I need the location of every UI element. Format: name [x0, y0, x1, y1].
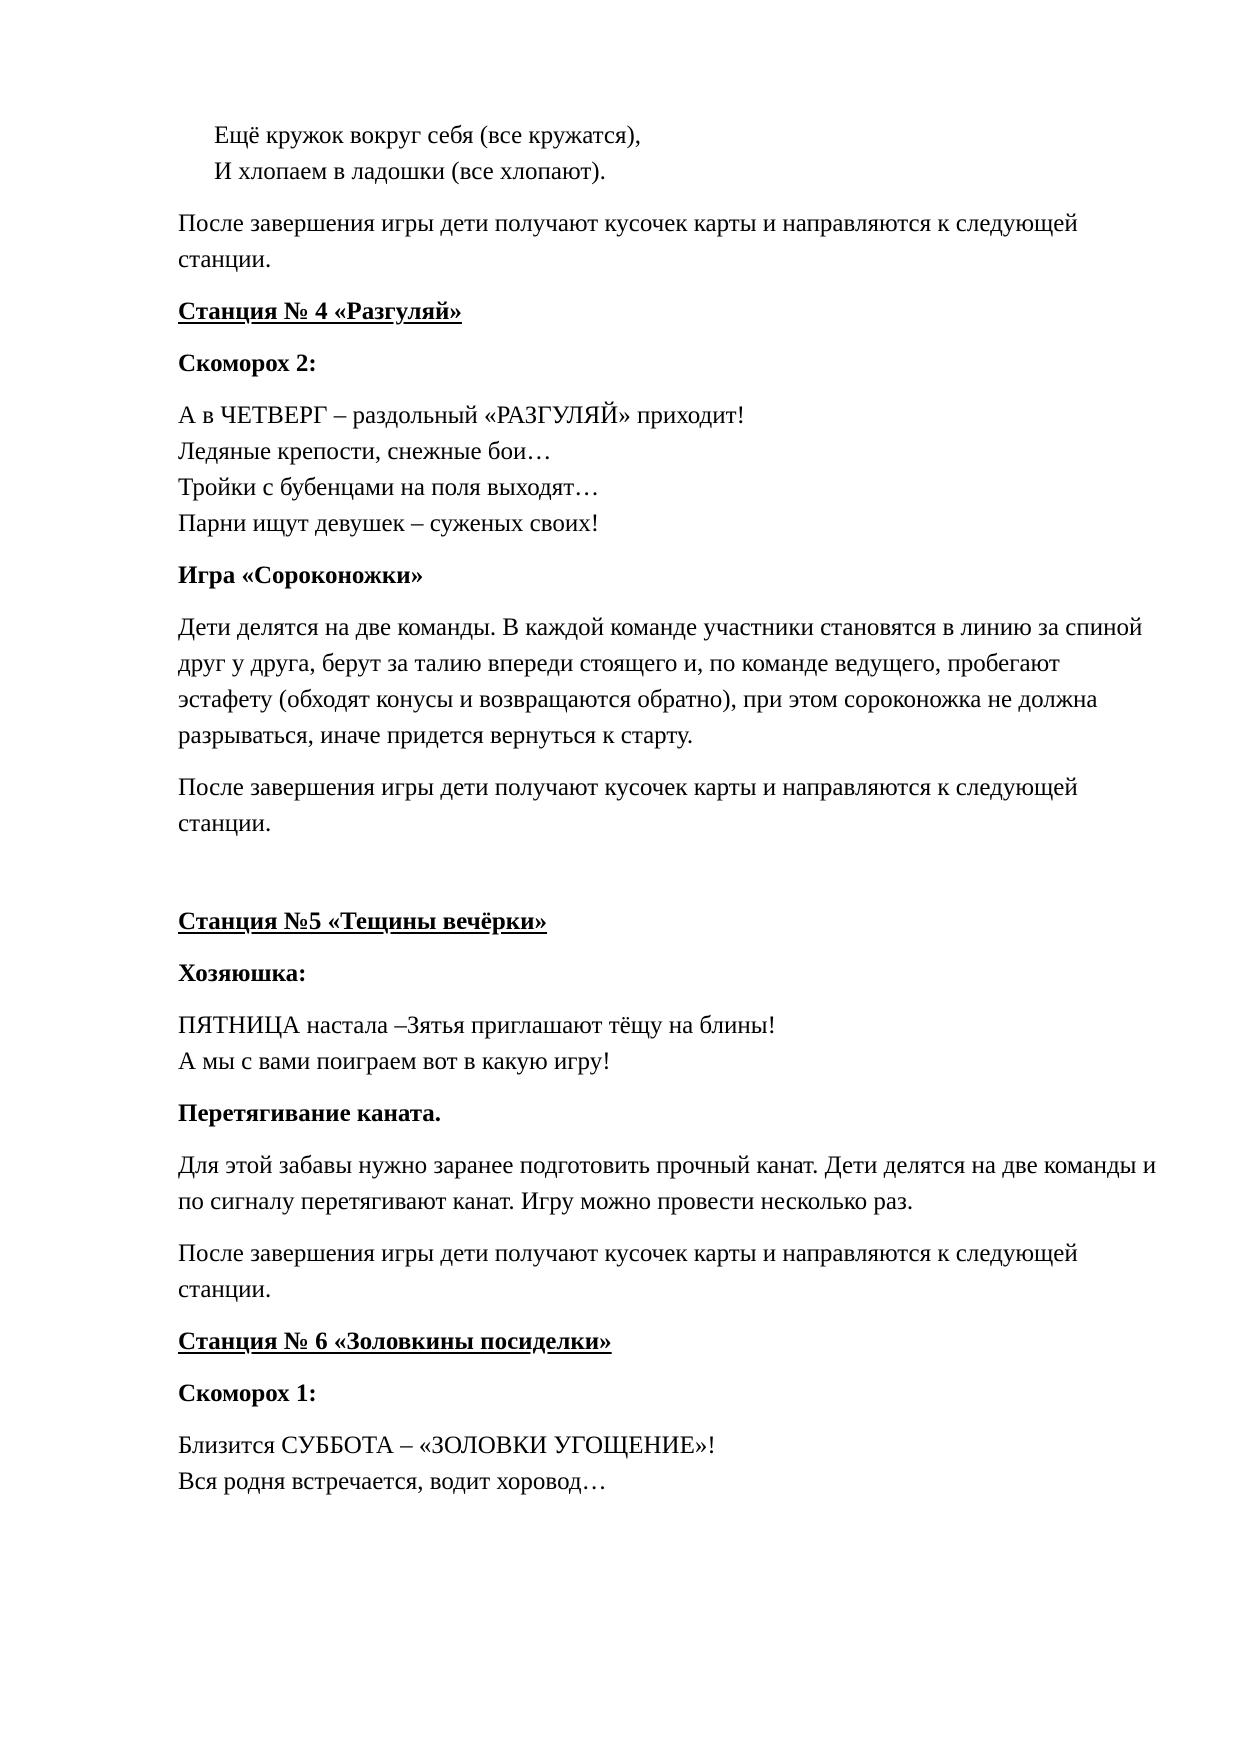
document-page	[178, 118, 1158, 1500]
speaker-label: Скоморох 1:	[178, 1380, 317, 1407]
paragraph: После завершения игры дети получают кусочек карты и направляются к следующей станции.	[178, 1240, 1078, 1303]
verse-line: Близится СУББОТА – «ЗОЛОВКИ УГОЩЕНИЕ»!	[178, 1432, 716, 1459]
speaker-label: Хозяюшка:	[178, 960, 307, 987]
section-heading: Станция № 6 «Золовкины посиделки»	[178, 1328, 612, 1355]
poem-line: И хлопаем в ладошки (все хлопают).	[214, 158, 606, 185]
paragraph: Для этой забавы нужно заранее подготовить прочный канат. Дети делятся на две команды и по сигналу перетягивают канат. Игру можно провести несколько раз.	[178, 1152, 1157, 1215]
paragraph: После завершения игры дети получают кусочек карты и направляются к следующей станции.	[178, 774, 1078, 837]
verse-line: Тройки с бубенцами на поля выходят…	[178, 474, 600, 501]
game-title: Игра «Сороконожки»	[178, 562, 424, 589]
poem-line: Ещё кружок вокруг себя (все кружатся),	[214, 122, 642, 149]
verse-line: Парни ищут девушек – суженых своих!	[178, 510, 600, 537]
verse-line: Вся родня встречается, водит хоровод…	[178, 1468, 607, 1495]
verse-line: А мы с вами поиграем вот в какую игру!	[178, 1048, 611, 1075]
speaker-label: Скоморох 2:	[178, 350, 317, 377]
verse-line: А в ЧЕТВЕРГ – раздольный «РАЗГУЛЯЙ» приходит!	[178, 402, 745, 429]
section-heading: Станция №5 «Тещины вечёрки»	[178, 908, 548, 935]
verse-line: ПЯТНИЦА настала –Зятья приглашают тёщу на блины!	[178, 1012, 776, 1039]
verse-line: Ледяные крепости, снежные бои…	[178, 438, 552, 465]
paragraph: Дети делятся на две команды. В каждой команде участники становятся в линию за спиной друг у друга, берут за талию впереди стоящего и, по команде ведущего, пробегают эстафету (обходят конусы и возвращаются обратно), при этом сороконожка не должна разрываться, иначе придется вернуться к старту.	[178, 614, 1143, 749]
game-title: Перетягивание каната.	[178, 1100, 442, 1127]
paragraph: После завершения игры дети получают кусочек карты и направляются к следующей станции.	[178, 210, 1078, 273]
section-heading: Станция № 4 «Разгуляй»	[178, 298, 462, 325]
